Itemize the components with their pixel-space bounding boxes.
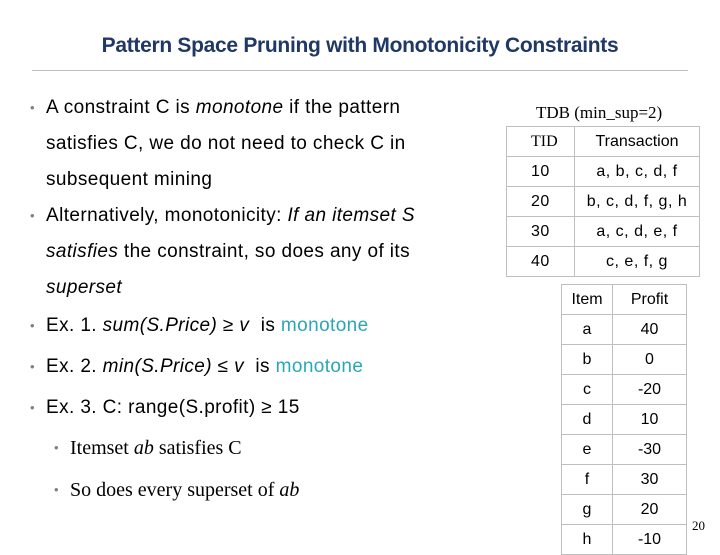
transaction-cell: c, e, f, g [575,247,700,277]
tid-cell: 10 [507,157,575,187]
profit-header: Profit [613,285,687,315]
page-number: 20 [692,518,705,533]
table-row [507,157,700,187]
profit-cell: 30 [613,465,687,495]
table-row [562,345,687,375]
item-cell: g [562,495,613,525]
tid-cell: 30 [507,217,575,247]
profit-cell: -10 [613,525,687,555]
table-row [507,247,700,277]
bullet-dot: • [30,318,35,333]
sub-bullet-itemset-ab: • Itemset ab satisfies C [54,430,242,466]
profit-cell: -30 [613,435,687,465]
item-cell: a [562,315,613,345]
profit-cell: -20 [613,375,687,405]
table-row [562,465,687,495]
item-cell: c [562,375,613,405]
bullet-dot: • [30,208,35,223]
table-header-row [507,127,700,157]
table-row [507,187,700,217]
transaction-cell: a, c, d, e, f [575,217,700,247]
tdb-label: TDB (min_sup=2) [536,103,663,122]
item-header: Item [562,285,613,315]
bullet-dot: • [30,359,35,374]
table-row [562,315,687,345]
slide-title: Pattern Space Pruning with Monotonicity Constraints [101,34,619,57]
item-cell: d [562,405,613,435]
table-header-row [562,285,687,315]
table-row [562,375,687,405]
item-cell: f [562,465,613,495]
bullet-dot: • [54,482,59,497]
transaction-header: Transaction [575,127,700,157]
bullet-example-3: • Ex. 3. C: range(S.profit) ≥ 15 [30,390,300,426]
profit-cell: 20 [613,495,687,525]
sub-bullet-superset: • So does every superset of ab [54,472,299,508]
tid-header: TID [507,127,575,157]
item-cell: e [562,435,613,465]
table-row [507,217,700,247]
profit-cell: 40 [613,315,687,345]
tid-cell: 40 [507,247,575,277]
tid-cell: 20 [507,187,575,217]
profit-table [561,284,687,555]
bullet-example-2: • Ex. 2. min(S.Price) ≤ v is monotone [30,349,363,385]
profit-cell: 0 [613,345,687,375]
table-row [562,495,687,525]
transaction-cell: a, b, c, d, f [575,157,700,187]
bullet-dot: • [30,400,35,415]
title-divider [32,70,688,71]
table-row [562,435,687,465]
table-row [562,405,687,435]
bullet-dot: • [30,100,35,115]
profit-cell: 10 [613,405,687,435]
bullet-monotone-definition: • A constraint C is monotone if the pattern satisfies C, we do not need to check C in subsequent mining [30,90,406,198]
bullet-example-1: • Ex. 1. sum(S.Price) ≥ v is monotone [30,308,369,344]
bullet-alternative-definition: • Alternatively, monotonicity: If an itemset S satisfies the constraint, so does any of its superset [30,198,415,306]
transaction-cell: b, c, d, f, g, h [575,187,700,217]
bullet-dot: • [54,440,59,455]
tdb-table [506,126,700,277]
item-cell: b [562,345,613,375]
item-cell: h [562,525,613,555]
